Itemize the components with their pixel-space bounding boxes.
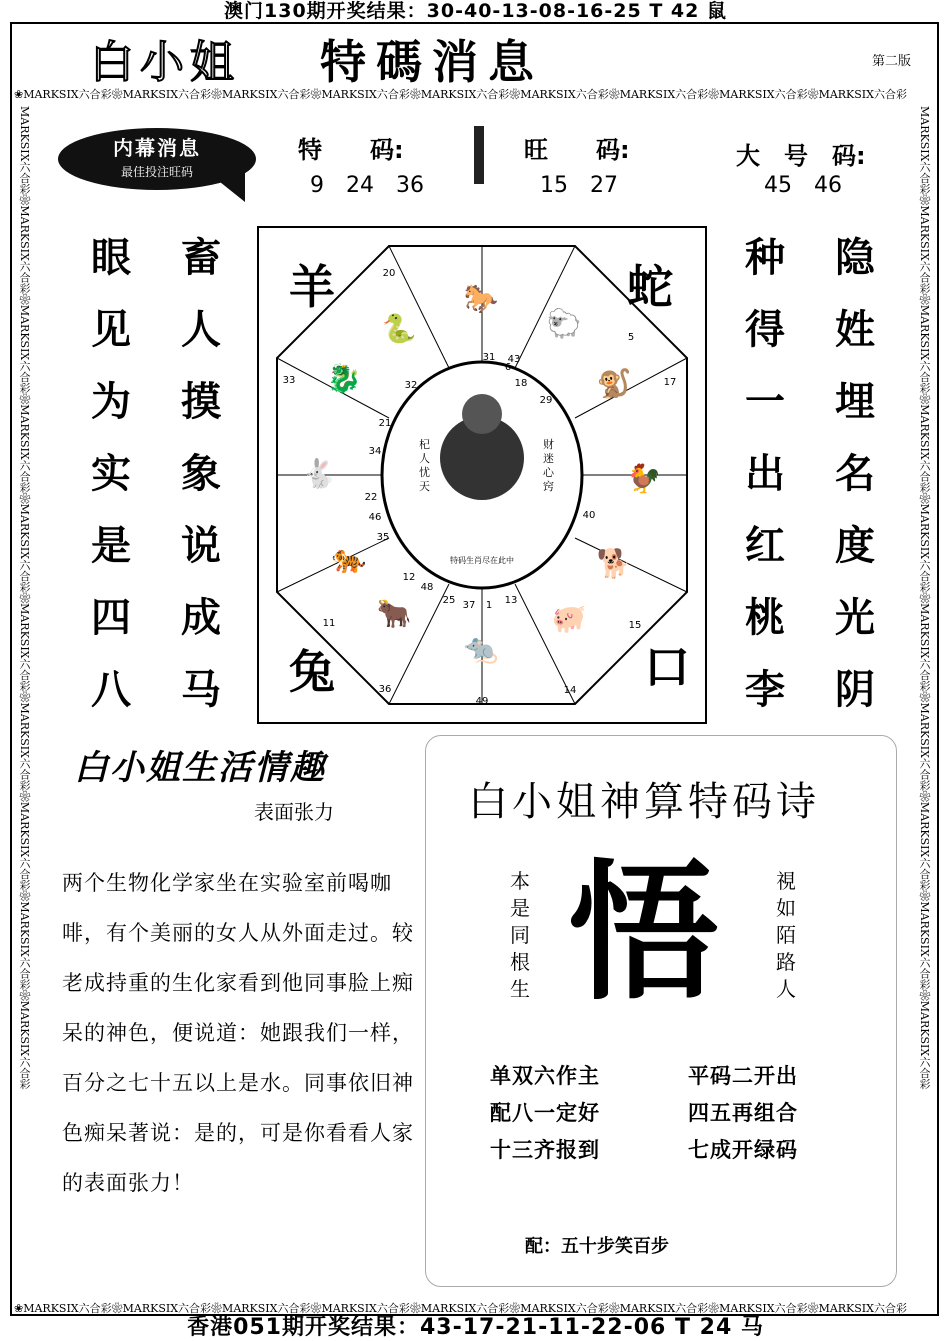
ox-icon: 🐂: [376, 597, 412, 630]
board-number: 46: [368, 512, 382, 523]
rooster-icon: 🐓: [626, 462, 662, 495]
left-verse-col2: 畜 人 摸 象 说 成 马: [181, 235, 221, 713]
poem-footer: 配：五十步笑百步: [525, 1236, 669, 1257]
board-number: 13: [504, 595, 518, 606]
dragon-icon: 🐉: [326, 362, 362, 395]
poem-line-right-3: 七成开绿码: [688, 1138, 798, 1162]
horse-icon: 🐎: [463, 282, 499, 315]
board-number: 43: [507, 354, 521, 365]
center-bottom-text: 特码生肖尽在此中: [450, 556, 514, 565]
board-number: 35: [376, 532, 390, 543]
big-code-numbers: 45 46: [764, 173, 842, 198]
poem-line-right-2: 四五再组合: [688, 1101, 798, 1125]
wang-code-numbers: 15 27: [540, 173, 618, 198]
center-left-text: 杞人忧天: [419, 438, 430, 493]
corner-char-rabbit: 兔: [289, 645, 335, 699]
board-number: 20: [382, 268, 396, 279]
poem-line-left-3: 十三齐报到: [490, 1138, 600, 1162]
board-number: 5: [627, 332, 635, 343]
top-result: 澳门130期开奖结果：30-40-13-08-16-25 T 42 鼠: [224, 0, 727, 22]
board-number: 34: [368, 446, 382, 457]
story-text: 两个生物化学家坐在实验室前喝咖啡，有个美丽的女人从外面走过。较老成持重的生化家看到他同事脸上痴呆的神色，便说道：她跟我们一样，百分之七十五以上是水。同事依旧神色痴呆著说：是的，可是你看看人家的表面张力！: [62, 871, 414, 1195]
bubble-subtitle: 最佳投注旺码: [120, 165, 193, 179]
monkey-icon: 🐒: [596, 367, 632, 400]
code-separator: [474, 126, 484, 184]
brand-strip-left: MARKSIX六合彩❀MARKSIX六合彩❀MARKSIX六合彩❀MARKSIX六合彩❀MARKSIX六合彩❀MARKSIX六合彩❀MARKSIX六合彩❀MARKSIX六合彩❀MARKSIX六合彩❀MARKSIX六合彩: [18, 106, 31, 1090]
poem-right-vertical: 視 如 陌 路 人: [776, 869, 796, 1001]
big-code-label: 大 号 码:: [736, 142, 866, 170]
board-number: 1: [485, 600, 493, 611]
page-title: 特碼消息: [320, 35, 544, 89]
brand-strip-right: MARKSIX六合彩❀MARKSIX六合彩❀MARKSIX六合彩❀MARKSIX六合彩❀MARKSIX六合彩❀MARKSIX六合彩❀MARKSIX六合彩❀MARKSIX六合彩❀MARKSIX六合彩❀MARKSIX六合彩: [918, 106, 931, 1090]
poem-line-left-1: 单双六作主: [490, 1064, 600, 1088]
board-number: 48: [420, 582, 434, 593]
board-number: 37: [462, 600, 476, 611]
board-number: 22: [364, 492, 378, 503]
brand-strip-bottom: ❀MARKSIX六合彩❀MARKSIX六合彩❀MARKSIX六合彩❀MARKSIX六合彩❀MARKSIX六合彩❀MARKSIX六合彩❀MARKSIX六合彩❀MARKSIX六合彩❀MARKSIX六合彩: [14, 1302, 907, 1315]
goat-icon: 🐑: [546, 307, 582, 340]
speech-bubble: [58, 128, 256, 190]
zodiac-wheel-svg: [259, 228, 705, 722]
te-code-numbers: 9 24 36: [310, 173, 424, 198]
board-number: 40: [582, 510, 596, 521]
board-number: 17: [663, 377, 677, 388]
board-number: 12: [402, 572, 416, 583]
board-number: 21: [378, 418, 392, 429]
pig-icon: 🐖: [551, 602, 587, 635]
bubble-title: 内幕消息: [113, 136, 201, 160]
poem-left-vertical: 本 是 同 根 生: [510, 869, 530, 1001]
poem-big-char: 悟: [568, 845, 719, 1021]
board-number: 33: [282, 375, 296, 386]
wang-code-label: 旺 码:: [524, 136, 630, 164]
edition-label: 第二版: [872, 54, 912, 69]
poem-line-left-2: 配八一定好: [490, 1101, 600, 1125]
board-number: 14: [563, 685, 577, 696]
right-verse-col1: 种 得 一 出 红 桃 李: [745, 235, 785, 713]
board-number: 29: [539, 395, 553, 406]
corner-char-mouth: 口: [644, 640, 690, 694]
center-right-text: 财迷心窍: [543, 438, 554, 493]
rat-icon: 🐀: [463, 632, 499, 665]
poem-title: 白小姐神算特码诗: [468, 779, 820, 825]
board-number: 6: [504, 362, 512, 373]
board-number: 49: [475, 696, 489, 707]
deity-head: [462, 394, 502, 434]
left-verse-col1: 眼 见 为 实 是 四 八: [91, 235, 131, 713]
zodiac-board: [257, 226, 707, 724]
board-number: 15: [628, 620, 642, 631]
rabbit-icon: 🐇: [301, 457, 337, 490]
te-code-label: 特 码:: [298, 136, 404, 164]
right-verse-col2: 隐 姓 埋 名 度 光 阴: [835, 235, 875, 713]
corner-char-snake: 蛇: [627, 260, 673, 314]
dog-icon: 🐕: [596, 547, 632, 580]
board-number: 11: [322, 618, 336, 629]
board-number: 18: [514, 378, 528, 389]
corner-char-goat: 羊: [289, 260, 335, 314]
bottom-result: 香港051期开奖结果：43-17-21-11-22-06 T 24 马: [187, 1315, 764, 1340]
board-number: 32: [404, 380, 418, 391]
story-title: 表面张力: [254, 800, 334, 824]
logo-text: 白小姐: [90, 37, 240, 88]
board-number: 25: [442, 595, 456, 606]
board-number: 31: [482, 352, 496, 363]
board-number: 36: [378, 684, 392, 695]
brand-strip-top: ❀MARKSIX六合彩❀MARKSIX六合彩❀MARKSIX六合彩❀MARKSIX六合彩❀MARKSIX六合彩❀MARKSIX六合彩❀MARKSIX六合彩❀MARKSIX六合彩❀MARKSIX六合彩: [14, 88, 907, 101]
life-banner: 白小姐生活情趣: [74, 748, 326, 788]
snake-icon: 🐍: [381, 312, 417, 345]
tiger-icon: 🐅: [331, 542, 367, 575]
poem-line-right-1: 平码二开出: [688, 1064, 798, 1088]
